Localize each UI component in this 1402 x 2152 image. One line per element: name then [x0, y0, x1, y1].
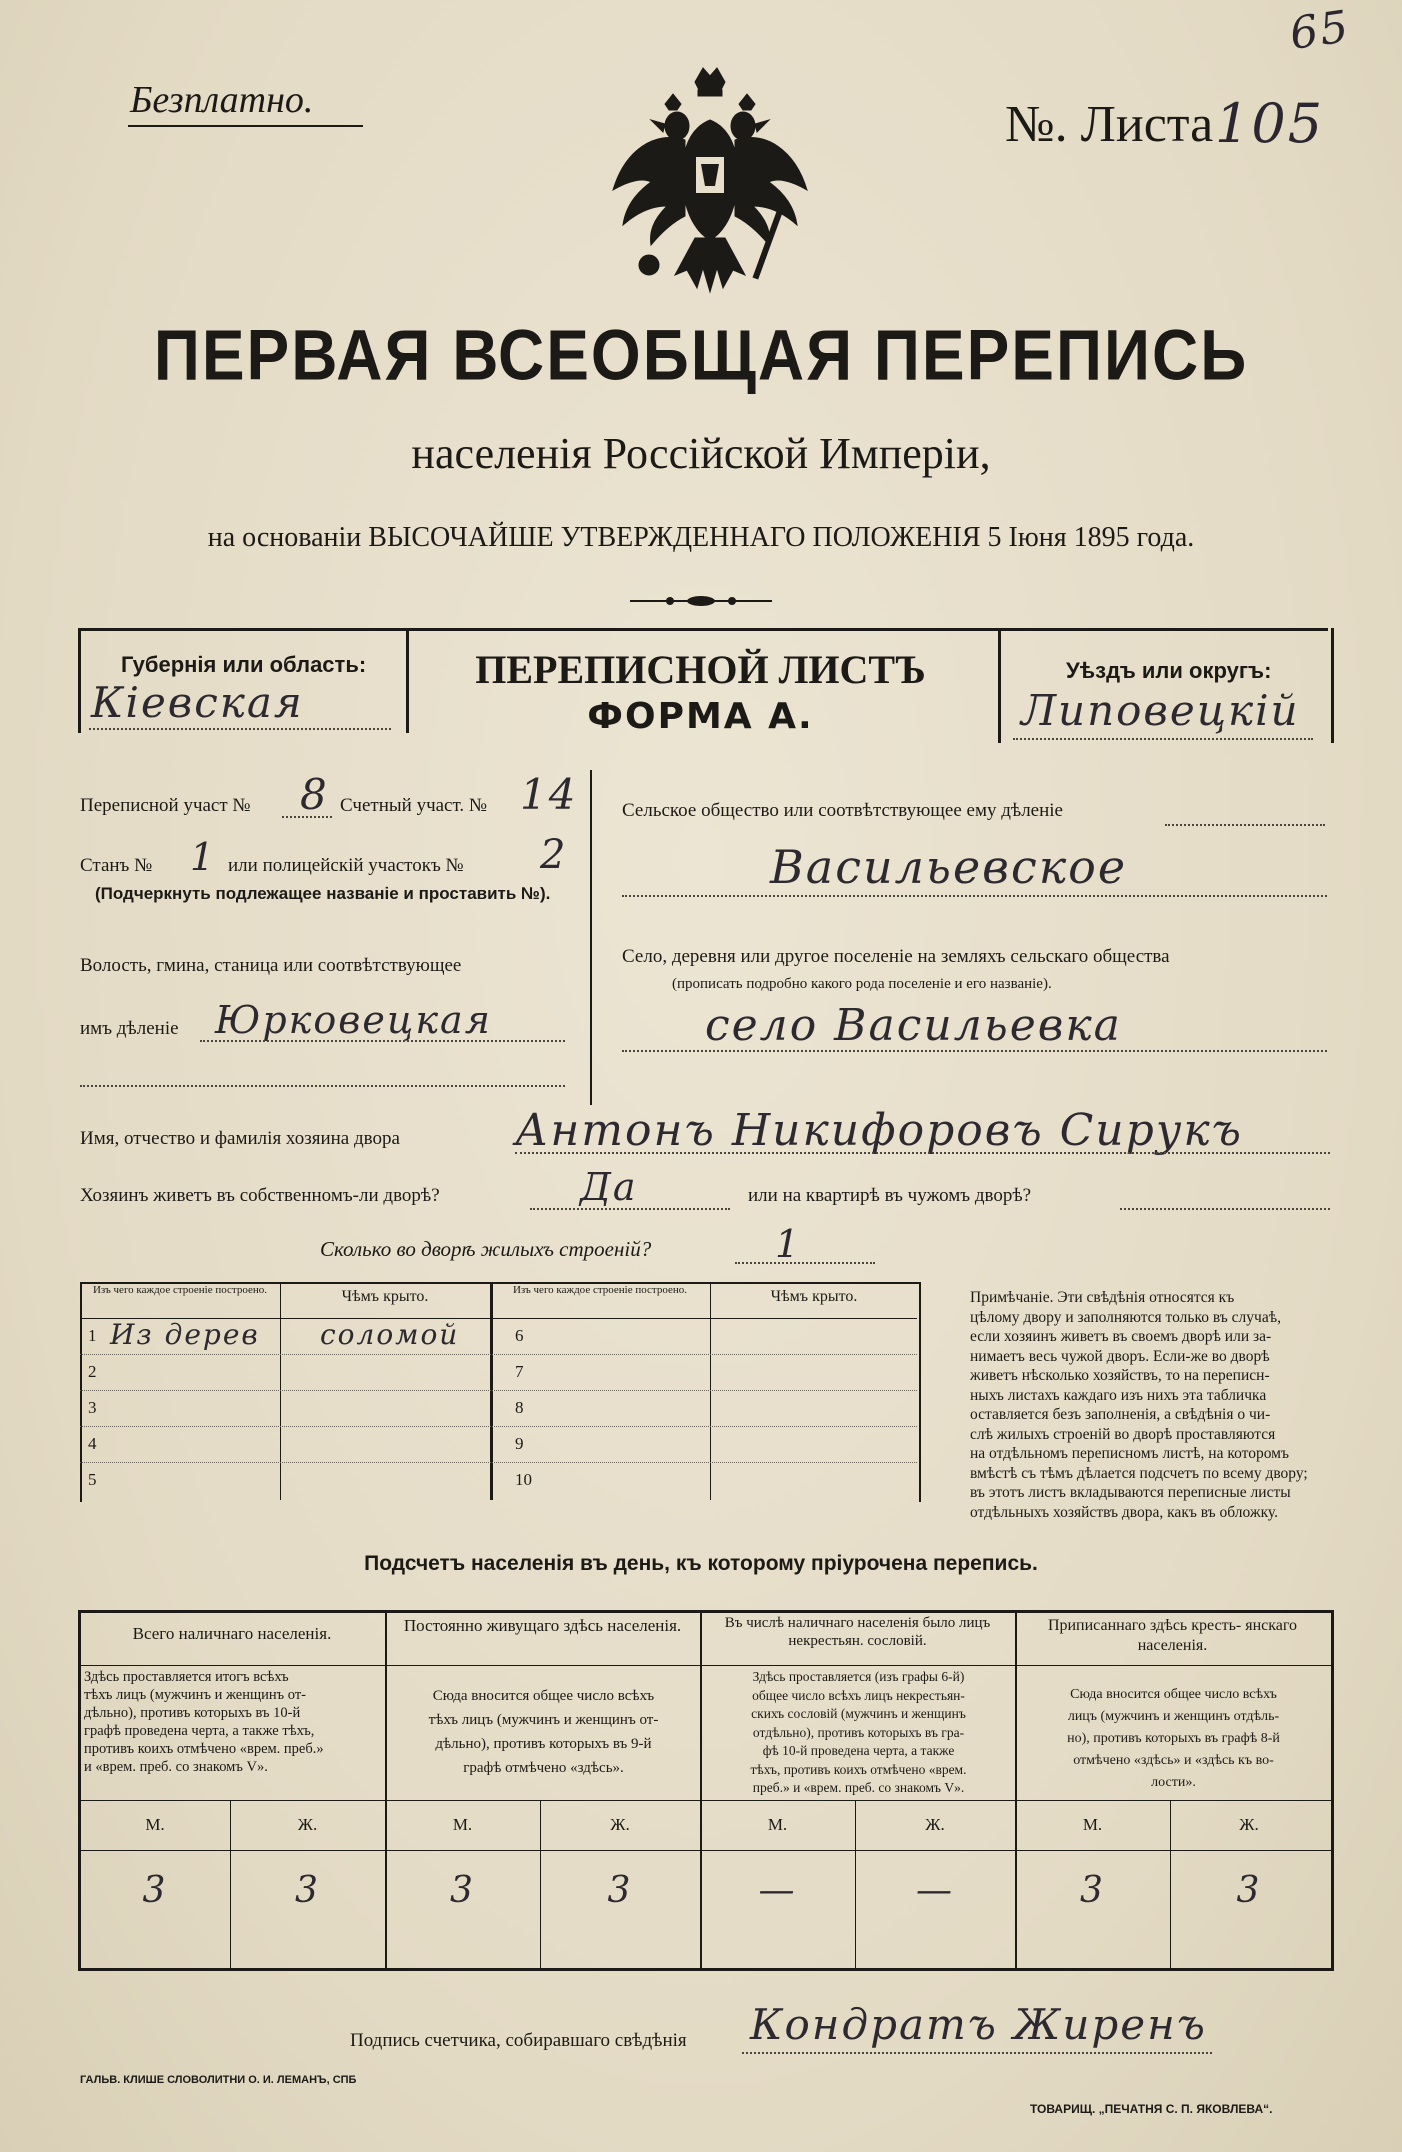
col-material-left: Изъ чего каждое строеніе построено.: [92, 1284, 268, 1296]
table-row: 9: [515, 1434, 524, 1453]
buildings-table: [80, 1282, 921, 1502]
non-peasant-female-value: —: [916, 1870, 954, 1911]
pop-col-2-desc: Сюда вносится общее число всѣхъ тѣхъ лицъ (мужчинъ и женщинъ от- дѣльно), противъ которыхъ въ 9-й графѣ отмѣчено «здѣсь».: [428, 1688, 659, 1776]
permanent-male-value: 3: [450, 1870, 475, 1911]
signature-label: Подпись счетчика, собиравшаго свѣдѣнія: [350, 2030, 687, 2051]
table-row: 2: [88, 1362, 97, 1381]
corner-number: 65: [1286, 1, 1354, 60]
permanent-female-value: 3: [607, 1870, 633, 1911]
census-district-value: 8: [300, 770, 329, 819]
registered-female-value: 3: [1236, 1870, 1262, 1911]
form-name: ФОРМА А.: [587, 696, 814, 737]
male-label: М.: [452, 1815, 473, 1834]
male-label: М.: [145, 1815, 165, 1834]
village-label: Село, деревня или другое поселеніе на земляхъ сельскаго общества: [622, 946, 1170, 967]
ornament-divider: [630, 594, 772, 608]
rent-label: или на квартирѣ въ чужомъ дворѣ?: [748, 1185, 1032, 1206]
total-female-value: 3: [295, 1870, 320, 1911]
pop-col-1-desc: Здѣсь проставляется итогъ всѣхъ тѣхъ лицъ (мужчинъ и женщинъ от- дѣльно), противъ которыхъ въ 10-й графѣ проведена черта, а также тѣхъ, противъ коихъ отмѣчено «врем. преб.» и «врем. преб. со знакомъ V».: [84, 1669, 324, 1775]
table-row: 8: [515, 1398, 524, 1417]
non-peasant-male-value: —: [758, 1870, 797, 1911]
pop-col-3-desc: Здѣсь проставляется (изъ графы 6-й) общее число всѣхъ лицъ некрестьян- скихъ сословій (мужчинъ и женщинъ отдѣльно), противъ которыхъ въ гра- фѣ 10-й проведена черта, а также тѣхъ, противъ коихъ отмѣчено «врем. преб.» и «врем. преб. со знакомъ V».: [750, 1669, 967, 1795]
uezd-label: Уѣздъ или округъ:: [1066, 658, 1272, 683]
stan-value: 1: [190, 835, 217, 879]
volost-label-2: имъ дѣленіе: [80, 1018, 179, 1039]
population-heading: Подсчетъ населенія въ день, къ которому пріурочена перепись.: [364, 1552, 1038, 1575]
table-row: 10: [515, 1470, 532, 1489]
census-district-label: Переписной участ №: [80, 795, 251, 816]
location-divider: [590, 770, 592, 1105]
village-value: село Васильевка: [705, 1000, 1122, 1051]
printer-right: ТОВАРИЩ. „ПЕЧАТНЯ С. П. ЯКОВЛЕВА“.: [1030, 2102, 1273, 2116]
printer-left: ГАЛЬВ. КЛИШЕ СЛОВОЛИТНИ О. И. ЛЕМАНЪ, СПБ: [80, 2074, 357, 2086]
col-roof-left: Чѣмъ крыто.: [341, 1288, 429, 1305]
sheet-number-value: 105: [1215, 92, 1325, 155]
pop-col-2-title: Постоянно живущаго здѣсь населенія.: [403, 1616, 682, 1635]
buildings-value: 1: [775, 1222, 802, 1266]
police-value: 2: [540, 832, 568, 878]
female-label: Ж.: [610, 1815, 630, 1834]
table-row: 5: [88, 1470, 97, 1489]
uezd-value: Липовецкій: [1021, 686, 1300, 735]
page-title: ПЕРВАЯ ВСЕОБЩАЯ ПЕРЕПИСЬ: [153, 314, 1249, 396]
form-heading: ПЕРЕПИСНОЙ ЛИСТЪ: [475, 647, 926, 692]
uezd-box: [998, 628, 1334, 743]
sheet-number-label: №. Листа: [1005, 96, 1214, 153]
pop-col-4-title: Приписаннаго здѣсь кресть- янскаго населенія.: [1047, 1617, 1298, 1654]
total-male-value: 3: [142, 1870, 168, 1911]
count-district-label: Счетный участ. №: [340, 795, 487, 816]
owner-name-label: Имя, отчество и фамилія хозяина двора: [80, 1128, 400, 1149]
page-subtitle: населенія Россійской Имперіи,: [411, 429, 991, 478]
free-underline: [128, 125, 363, 127]
pop-col-1-title: Всего наличнаго населенія.: [132, 1624, 332, 1643]
female-label: Ж.: [297, 1815, 318, 1834]
own-yard-label: Хозяинъ живетъ въ собственномъ-ли дворѣ?: [80, 1185, 440, 1206]
note-block: Примѣчаніе. Эти свѣдѣнія относятся къ цѣлому двору и заполняются только въ случаѣ, если хозяинъ живетъ въ своемъ дворѣ или за- нимаетъ весь чужой дворъ. Если-же во дворѣ живетъ нѣсколько хозяйствъ, то на переписн- ныхъ листахъ каждаго изъ нихъ эта табличка оставляется безъ заполненія, а свѣдѣнія о чи- слѣ жилыхъ строеній во дворѣ проставляются на отдѣльномъ переписномъ листѣ, на которомъ вмѣстѣ съ тѣмъ дѣлается подсчетъ по всему двору; въ этотъ листъ вкладываются переписные листы отдѣльныхъ хозяйствъ двора, какъ въ обложку.: [970, 1289, 1308, 1521]
double-headed-eagle-emblem: [605, 60, 815, 300]
registered-male-value: 3: [1080, 1870, 1105, 1911]
col-roof-right: Чѣмъ крыто.: [770, 1288, 858, 1305]
male-label: М.: [767, 1815, 788, 1834]
table-row: 3: [88, 1398, 97, 1417]
stan-label: Станъ №: [80, 855, 153, 876]
table-row: 4: [88, 1434, 97, 1453]
pop-col-3-title: Въ числѣ наличнаго населенія было лицъ некрестьян. сословій.: [724, 1615, 991, 1649]
table-row: 6: [515, 1326, 524, 1345]
count-district-value: 14: [520, 770, 578, 819]
female-label: Ж.: [1239, 1815, 1259, 1834]
police-label: или полицейскій участокъ №: [228, 855, 464, 876]
male-label: М.: [1082, 1815, 1103, 1834]
table-row: 7: [515, 1362, 524, 1381]
society-value: Васильевское: [770, 840, 1128, 894]
census-sheet: Безплатно. №. Листа 105 65 ПЕРВАЯ ВСЕОБЩАЯ ПЕРЕПИСЬ населенія Россійской Имперіи, на основаніи ВЫСОЧАЙШЕ УТВЕРЖДЕННАГО ПОЛОЖЕНІЯ 5 Іюня 1895 года. Губернія или область: Кіевская ПЕРЕПИСНОЙ ЛИСТЪ ФОРМА А. Уѣздъ или округъ: Липовецкій Переписной участ № 8 Счетный участ. № 14 Станъ № 1 или полицейскій участокъ № 2 (Подчеркнуть подлежащее названіе и проставить №). Волость, гмина, станица или соотвѣтствующее имъ дѣленіе Юрковецкая Сельское общество или соотвѣтствующее ему дѣленіе Васильевское Село, деревня или другое поселеніе на земляхъ сельскаго общества (прописать подробно какого рода поселеніе и его названіе). село Васильевка Имя, отчество и фамилія хозяина двора Антонъ Никифоровъ Сирукъ Хозяинъ живетъ въ собственномъ-ли дворѣ? Да или на квартирѣ въ чужомъ дворѣ? Сколько во дворѣ жилыхъ строеній? 1 Изъ чего каждое строеніе построено. Чѣмъ крыто. Изъ чего каждое строеніе построено. Чѣмъ крыто. 1 Из дерев соломой 2 3 4 5 6 7 8 9 10 Примѣчаніе. Эти свѣдѣнія относятся къ цѣлому двору и заполняются только въ случаѣ, если хозяинъ живетъ въ своемъ дворѣ или за- нимаетъ весь чужой дворъ. Если-же во дворѣ живетъ нѣсколько хозяйствъ, то на переписн- ныхъ листахъ каждаго изъ нихъ эта табличка оставляется безъ заполненія, а свѣдѣнія о чи- слѣ жилыхъ строеній во дворѣ проставляются на отдѣльномъ переписномъ листѣ, на которомъ вмѣстѣ съ тѣмъ дѣлается подсчетъ по всему двору; въ этотъ листъ вкладываются переписные листы отдѣльныхъ хозяйствъ двора, какъ въ обложку. Подсчетъ населенія въ день, къ которому пріурочена перепись. Всего наличнаго населенія. Здѣсь проставляется итогъ всѣхъ тѣхъ лицъ (мужчинъ и женщинъ от- дѣльно), противъ которыхъ въ 10-й графѣ проведена черта, а также тѣхъ, противъ коихъ отмѣчено «врем. преб.» и «врем. преб. со знакомъ V». Постоянно живущаго здѣсь населенія. Сюда вносится общее число всѣхъ тѣхъ лицъ (мужчинъ и женщинъ от- дѣльно), противъ которыхъ въ 9-й графѣ отмѣчено «здѣсь». Въ числѣ наличнаго населенія было лицъ некрестьян. сословій. Здѣсь проставляется (изъ графы 6-й) общее число всѣхъ лицъ некрестьян- скихъ сословій (мужчинъ и женщинъ отдѣльно), противъ которыхъ въ гра- фѣ 10-й проведена черта, а также тѣхъ, противъ коихъ отмѣчено «врем. преб.» и «врем. преб. со знакомъ V». Приписаннаго здѣсь кресть- янскаго населенія. Сюда вносится общее число всѣхъ лицъ (мужчинъ и женщинъ отдѣль- но), противъ которыхъ въ графѣ 8-й отмѣчено «здѣсь» и «здѣсь къ во- лости». М. Ж. М. Ж. М. Ж. М. Ж. 3 3 3 3 — — 3 3 Подпись счетчика, собиравшаго свѣдѣнія Кондратъ Жиренъ ГАЛЬВ. КЛИШЕ СЛОВОЛИТНИ О. И. ЛЕМАНЪ, СПБ ТОВАРИЩ. „ПЕЧАТНЯ С. П. ЯКОВЛЕВА“.: [0, 0, 1402, 2152]
pop-col-4-desc: Сюда вносится общее число всѣхъ лицъ (мужчинъ и женщинъ отдѣль- но), противъ которыхъ въ графѣ 8-й отмѣчено «здѣсь» и «здѣсь къ во- лости».: [1067, 1687, 1280, 1790]
female-label: Ж.: [925, 1815, 945, 1834]
gubernia-value: Кіевская: [91, 678, 304, 727]
society-label: Сельское общество или соотвѣтствующее ему дѣленіе: [622, 800, 1063, 821]
legal-basis: на основаніи ВЫСОЧАЙШЕ УТВЕРЖДЕННАГО ПОЛОЖЕНІЯ 5 Іюня 1895 года.: [207, 522, 1195, 553]
volost-label: Волость, гмина, станица или соотвѣтствующее: [80, 955, 462, 976]
own-yard-value: Да: [580, 1165, 638, 1209]
buildings-label: Сколько во дворѣ жилыхъ строеній?: [320, 1237, 652, 1261]
col-material-right: Изъ чего каждое строеніе построено.: [512, 1284, 688, 1296]
free-label: Безплатно.: [130, 79, 314, 121]
underline-note: (Подчеркнуть подлежащее названіе и проставить №).: [95, 884, 551, 903]
gubernia-box: [78, 628, 409, 733]
volost-value: Юрковецкая: [215, 998, 492, 1042]
gubernia-label: Губернія или область:: [121, 652, 367, 677]
village-note: (прописать подробно какого рода поселеніе и его названіе).: [672, 976, 1052, 992]
owner-name-value: Антонъ Никифоровъ Сирукъ: [515, 1105, 1243, 1156]
signature-value: Кондратъ Жиренъ: [750, 2000, 1207, 2049]
